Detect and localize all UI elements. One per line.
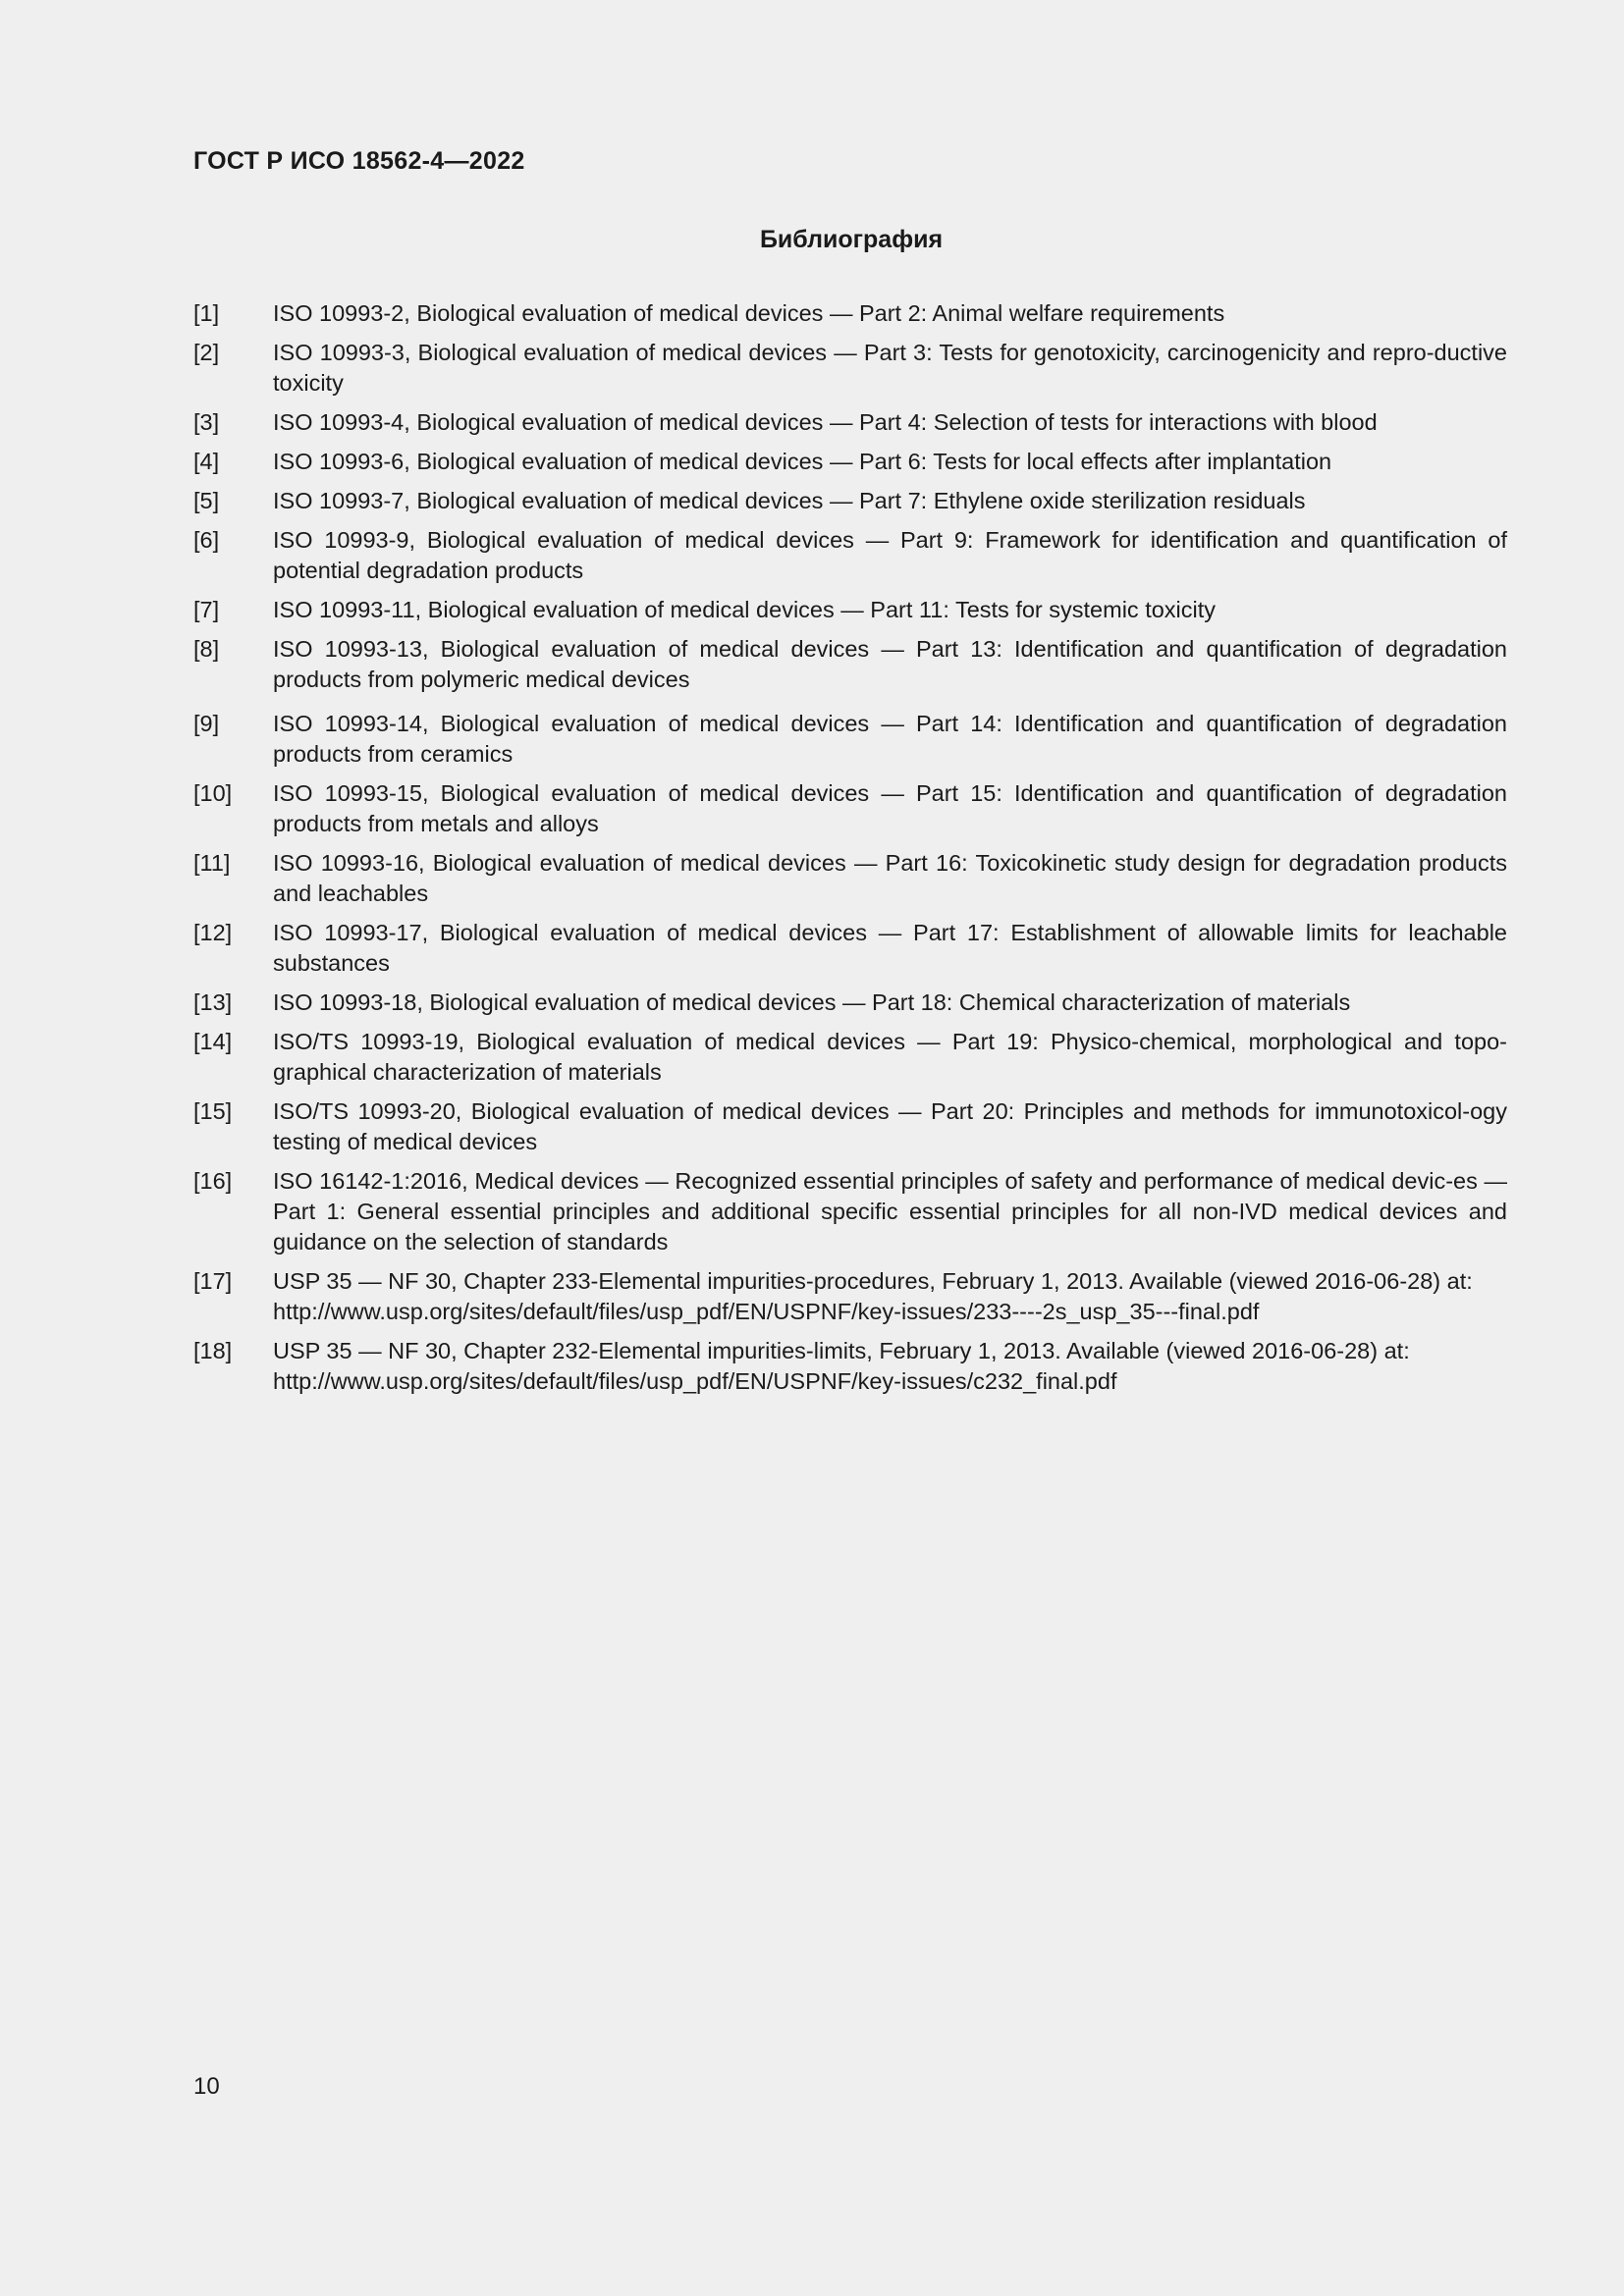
entry-number: [9] — [193, 711, 220, 736]
bibliography-entry — [193, 1166, 1507, 1257]
bibliography-entry — [193, 1266, 1507, 1327]
entry-number: [8] — [193, 636, 220, 662]
entry-text: ISO 10993-15, Biological evaluation of medical devices — Part 15: Identification and quantification of degradation products from metals and alloys — [273, 780, 1507, 836]
bibliography-entry — [193, 988, 1507, 1018]
bibliography-entry — [193, 595, 1507, 625]
entry-text: ISO 10993-3, Biological evaluation of medical devices — Part 3: Tests for genotoxicity, carcinogenicity and repro-ductive toxicity — [273, 340, 1507, 396]
entry-number: [2] — [193, 340, 220, 365]
entry-text: ISO/TS 10993-19, Biological evaluation of medical devices — Part 19: Physico-chemical, morphological and topo-graphical characterization of materials — [273, 1029, 1507, 1085]
bibliography-title: Библиография — [759, 226, 944, 253]
bibliography-entry — [193, 709, 1507, 770]
entry-text-block — [273, 1336, 1507, 1397]
bibliography-entry — [193, 634, 1507, 695]
entry-number: [5] — [193, 488, 220, 513]
entry-url: http://www.usp.org/sites/default/files/usp_pdf/EN/USPNF/key-issues/233----2s_usp_35---final.pdf — [273, 1299, 1260, 1324]
entry-number: [11] — [193, 850, 231, 876]
bibliography-entry — [193, 1027, 1507, 1088]
entry-text: ISO 10993-7, Biological evaluation of medical devices — Part 7: Ethylene oxide sterilization residuals — [273, 488, 1306, 513]
bibliography-entry — [193, 486, 1507, 516]
entry-url: http://www.usp.org/sites/default/files/usp_pdf/EN/USPNF/key-issues/c232_final.pdf — [273, 1368, 1117, 1394]
entry-number: [7] — [193, 597, 220, 622]
entry-text: ISO 10993-11, Biological evaluation of medical devices — Part 11: Tests for systemic toxicity — [273, 597, 1217, 622]
entry-text: ISO 10993-14, Biological evaluation of medical devices — Part 14: Identification and quantification of degradation products from ceramics — [273, 711, 1507, 767]
entry-number: [13] — [193, 989, 233, 1015]
entry-text: ISO 10993-17, Biological evaluation of medical devices — Part 17: Establishment of allowable limits for leachable substances — [273, 920, 1507, 976]
bibliography-entry — [193, 1096, 1507, 1157]
entry-number: [15] — [193, 1098, 233, 1124]
bibliography-entry — [193, 407, 1507, 438]
bibliography-list — [193, 298, 1507, 1406]
bibliography-entry — [193, 848, 1507, 909]
entry-text: ISO 10993-13, Biological evaluation of medical devices — Part 13: Identification and quantification of degradation products from polymeric medical devices — [273, 636, 1507, 692]
entry-text: ISO 16142-1:2016, Medical devices — Recognized essential principles of safety and performance of medical devic-es — Part 1: General essential principles and additional specific essential principles for all non-IVD medical devices and guidance on the selection of standards — [273, 1168, 1507, 1255]
entry-text: ISO 10993-18, Biological evaluation of medical devices — Part 18: Chemical characterization of materials — [273, 989, 1351, 1015]
entry-text-block — [273, 1266, 1507, 1327]
entry-number: [12] — [193, 920, 233, 945]
entry-text: ISO 10993-16, Biological evaluation of medical devices — Part 16: Toxicokinetic study design for degradation products and leachables — [273, 850, 1507, 906]
bibliography-entry — [193, 525, 1507, 586]
document-code-header: ГОСТ Р ИСО 18562-4—2022 — [193, 147, 525, 175]
entry-number: [14] — [193, 1029, 233, 1054]
entry-number: [18] — [193, 1338, 233, 1363]
entry-text: ISO 10993-6, Biological evaluation of medical devices — Part 6: Tests for local effects after implantation — [273, 449, 1332, 474]
entry-number: [1] — [193, 300, 220, 326]
entry-number: [17] — [193, 1268, 233, 1294]
bibliography-entry — [193, 918, 1507, 979]
entry-text: ISO/TS 10993-20, Biological evaluation of medical devices — Part 20: Principles and methods for immunotoxicol-ogy testing of medical devices — [273, 1098, 1507, 1154]
entry-number: [16] — [193, 1168, 233, 1194]
entry-text: ISO 10993-2, Biological evaluation of medical devices — Part 2: Animal welfare requirements — [273, 300, 1225, 326]
entry-text: USP 35 — NF 30, Chapter 233-Elemental impurities-procedures, February 1, 2013. Available (viewed 2016-06-28) at: — [273, 1268, 1473, 1294]
bibliography-entry — [193, 1336, 1507, 1397]
entry-number: [3] — [193, 409, 220, 435]
bibliography-entry — [193, 447, 1507, 477]
entry-text: USP 35 — NF 30, Chapter 232-Elemental impurities-limits, February 1, 2013. Available (viewed 2016-06-28) at: — [273, 1338, 1410, 1363]
entry-text: ISO 10993-9, Biological evaluation of medical devices — Part 9: Framework for identification and quantification of potential degradation products — [273, 527, 1507, 583]
entry-text: ISO 10993-4, Biological evaluation of medical devices — Part 4: Selection of tests for interactions with blood — [273, 409, 1378, 435]
entry-number: [4] — [193, 449, 220, 474]
entry-number: [10] — [193, 780, 233, 806]
entry-number: [6] — [193, 527, 220, 553]
bibliography-entry — [193, 298, 1507, 329]
page-number: 10 — [193, 2073, 220, 2100]
bibliography-entry — [193, 778, 1507, 839]
bibliography-entry — [193, 338, 1507, 399]
